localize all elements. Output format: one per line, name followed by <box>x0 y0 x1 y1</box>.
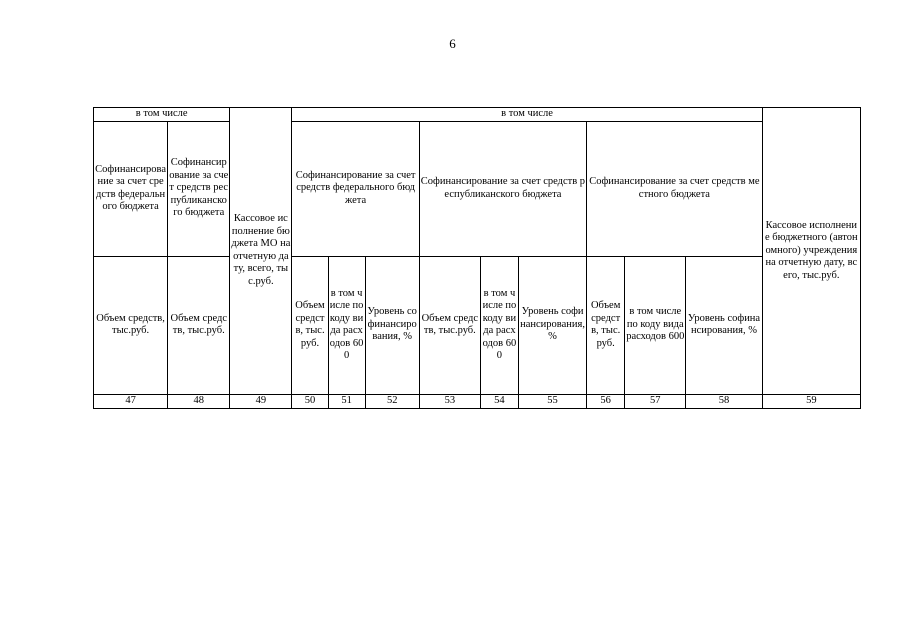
sub-code600-54: в том числе по коду вида расходов 600 <box>480 256 518 394</box>
header-fed-cofinancing: Софинансирование за счет средств федерального бюджета <box>292 121 419 256</box>
sub-volume-47: Объем средств, тыс.руб. <box>94 256 168 394</box>
header-cash-execution-institution: Кассовое исполнение бюджетного (автономного) учреждения на отчетную дату, всего, тыс.руб. <box>762 108 860 395</box>
group-header-right: в том числе <box>292 108 762 122</box>
column-number: 52 <box>365 394 419 408</box>
column-number: 48 <box>168 394 230 408</box>
sub-code600-51: в том числе по коду вида расходов 600 <box>328 256 365 394</box>
sub-level-52: Уровень софинансирования, % <box>365 256 419 394</box>
header-local-cofinancing: Софинансирование за счет средств местного бюджета <box>587 121 763 256</box>
sub-volume-48: Объем средств, тыс.руб. <box>168 256 230 394</box>
group-header-left: в том числе <box>94 108 230 122</box>
header-rep-cofinancing-total: Софинансирование за счет средств республиканского бюджета <box>168 121 230 256</box>
column-number: 50 <box>292 394 328 408</box>
page-number: 6 <box>449 36 456 51</box>
sub-volume-56: Объем средств, тыс. руб. <box>587 256 625 394</box>
header-rep-cofinancing: Софинансирование за счет средств республиканского бюджета <box>419 121 586 256</box>
column-number: 47 <box>94 394 168 408</box>
header-fed-cofinancing-total: Софинансирование за счет средств федерального бюджета <box>94 121 168 256</box>
sub-level-55: Уровень софинансирования, % <box>518 256 586 394</box>
column-number: 59 <box>762 394 860 408</box>
column-number: 54 <box>480 394 518 408</box>
sub-volume-50: Объем средств, тыс. руб. <box>292 256 328 394</box>
header-cash-execution-mo: Кассовое исполнение бюджета МО на отчетную дату, всего, тыс.руб. <box>230 108 292 395</box>
budget-table <box>93 107 861 409</box>
column-number: 55 <box>518 394 586 408</box>
column-number: 49 <box>230 394 292 408</box>
column-number: 51 <box>328 394 365 408</box>
column-number: 58 <box>686 394 762 408</box>
sub-code600-57: в том числе по коду вида расходов 600 <box>625 256 686 394</box>
sub-level-58: Уровень софинансирования, % <box>686 256 762 394</box>
column-number: 57 <box>625 394 686 408</box>
column-number: 56 <box>587 394 625 408</box>
column-number: 53 <box>419 394 480 408</box>
sub-volume-53: Объем средств, тыс.руб. <box>419 256 480 394</box>
